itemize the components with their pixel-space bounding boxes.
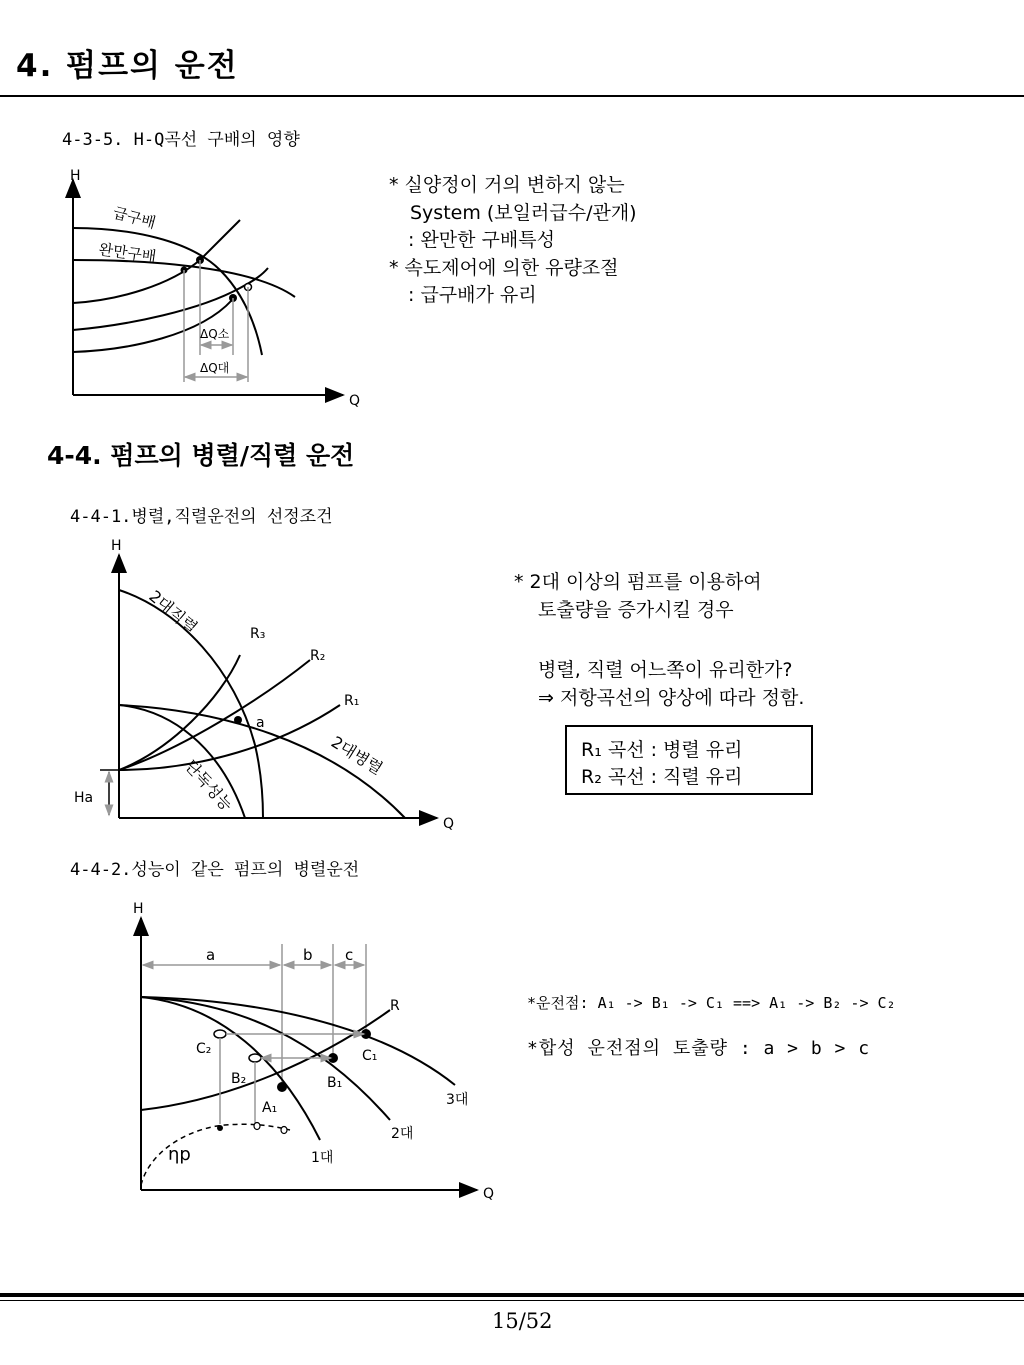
series-label: 2대직렬 — [145, 586, 201, 638]
point-a-label: a — [256, 715, 265, 731]
section-title-44: 4-4. 펌프의 병렬/직렬 운전 — [47, 441, 355, 470]
selection-notes: * 2대 이상의 펌프를 이용하여 토출량을 증가시킬 경우 병렬, 직렬 어느쪽이 유리한가? ⇒ 저항곡선의 양상에 따라 정함. — [514, 571, 805, 709]
h-axis-label: H — [133, 901, 144, 917]
r3-label: R₃ — [250, 626, 266, 642]
span-a-label: a — [206, 946, 216, 964]
r2-label: R₂ — [310, 648, 326, 664]
dq-large-label: ΔQ대 — [200, 361, 230, 375]
page-number: 15/52 — [492, 1309, 553, 1333]
point-c2 — [214, 1030, 226, 1038]
label-a1: A₁ — [262, 1100, 278, 1116]
section-heading-435: 4-3-5. H-Q곡선 구배의 영향 — [62, 130, 300, 150]
point-b2 — [249, 1054, 261, 1062]
gentle-label: 완만구배 — [97, 240, 158, 267]
h-axis-label: H — [111, 538, 122, 554]
r1-label: R₁ — [344, 693, 360, 709]
single-label: 단독성능 — [181, 755, 237, 815]
q-axis-label: Q — [349, 393, 361, 409]
label-b1: B₁ — [327, 1075, 343, 1091]
curve-advantage-box: R₁ 곡선 : 병렬 유리 R₂ 곡선 : 직렬 유리 — [565, 725, 813, 795]
span-b-label: b — [303, 946, 313, 964]
point-a1 — [277, 1082, 287, 1092]
span-c-label: c — [345, 946, 354, 964]
ha-label: Ha — [74, 790, 94, 806]
slope-notes: * 실양정이 거의 변하지 않는 System (보일러급수/관개) : 완만한 구배특성 * 속도제어에 의한 유량조절 : 급구배가 유리 — [389, 174, 637, 306]
h-axis-label: H — [70, 168, 81, 184]
footer-rule-thick — [0, 1293, 1024, 1297]
section-heading-441: 4-4-1.병렬,직렬운전의 선정조건 — [70, 507, 333, 527]
label-c1: C₁ — [362, 1048, 378, 1064]
label-eta: ηp — [168, 1144, 191, 1165]
label-b2: B₂ — [231, 1071, 247, 1087]
label-one: 1대 — [311, 1150, 334, 1166]
label-three: 3대 — [446, 1092, 469, 1108]
label-c2: C₂ — [196, 1041, 212, 1057]
label-two: 2대 — [391, 1126, 414, 1142]
q-axis-label: Q — [443, 816, 455, 832]
q-axis-label: Q — [483, 1186, 495, 1202]
label-r: R — [390, 998, 400, 1014]
parallel-label: 2대병렬 — [327, 732, 386, 779]
steep-label: 급구배 — [110, 203, 158, 233]
efficiency-curve — [141, 1124, 290, 1185]
dq-small-label: ΔQ소 — [200, 327, 230, 341]
footer-rule-thin — [0, 1300, 1024, 1301]
operating-notes: *운전점: A₁ -> B₁ -> C₁ ==> A₁ -> B₂ -> C₂ *합성 운전점의 토출량 : a > b > c — [527, 994, 896, 1059]
page-title: 4. 펌프의 운전 — [16, 48, 239, 84]
one-pump-curve — [141, 997, 320, 1140]
section-heading-442: 4-4-2.성능이 같은 펌프의 병렬운전 — [70, 860, 360, 880]
